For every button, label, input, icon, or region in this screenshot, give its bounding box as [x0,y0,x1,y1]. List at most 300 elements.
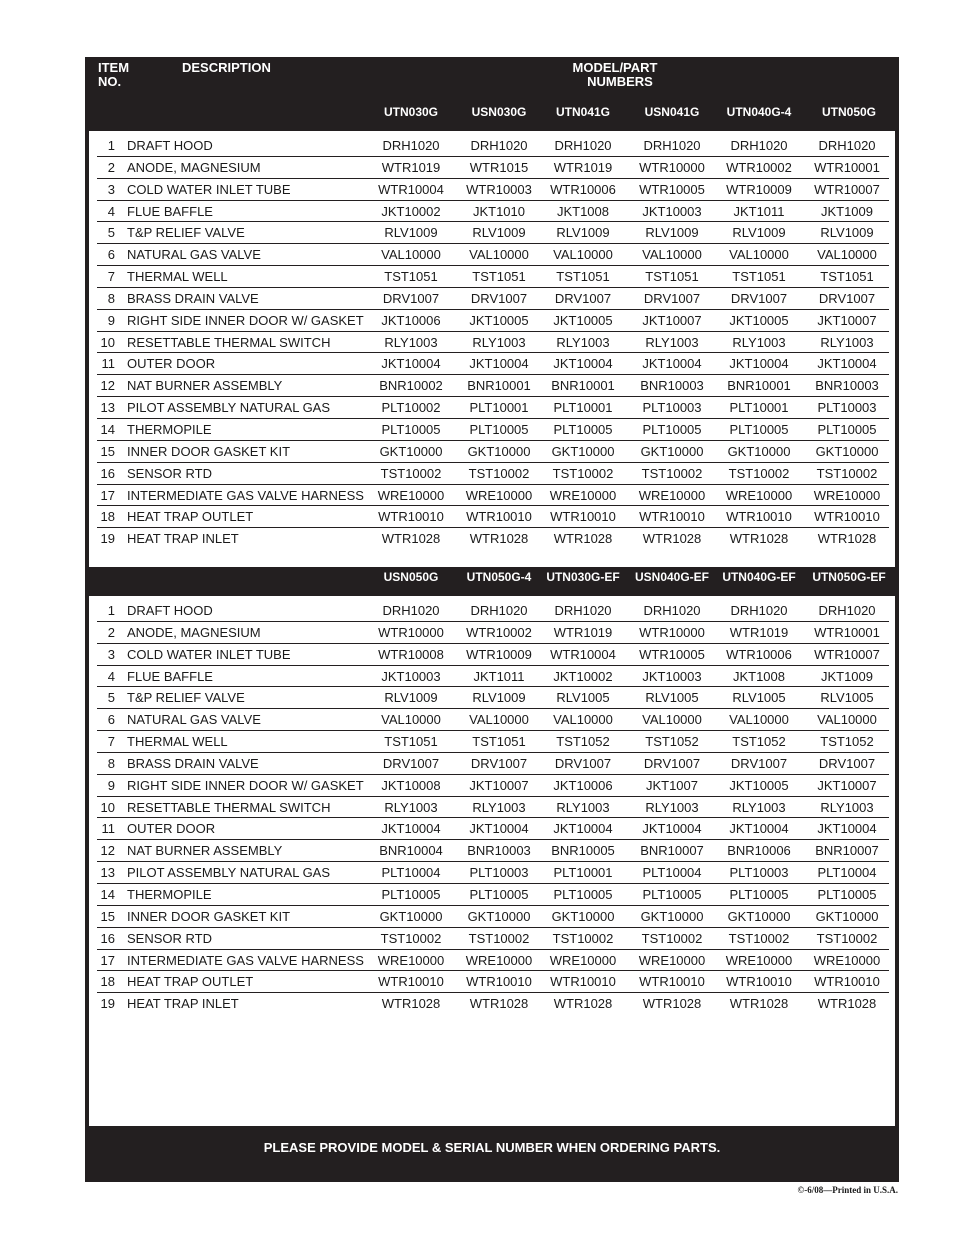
part-number: JKT1009 [820,203,874,219]
part-number: RLV1009 [384,690,438,706]
part-number: WTR10004 [378,181,444,197]
model-column-header: USN030G [471,105,527,119]
item-number: 19 [100,531,115,547]
item-number: 1 [107,138,115,153]
part-number: DRV1007 [730,755,788,771]
part-number: DRV1007 [382,290,440,306]
part-number: PLT10003 [642,400,702,416]
item-description: COLD WATER INLET TUBE [127,646,291,662]
model-column-header: UTN030G-EF [546,570,620,584]
part-number: PLT10005 [469,886,529,902]
item-description: BRASS DRAIN VALVE [127,290,259,306]
part-number: PLT10005 [381,421,441,437]
part-number: BNR10001 [727,378,791,394]
part-number: WRE10000 [813,487,881,503]
part-number: WRE10000 [638,952,706,968]
part-number: WTR10006 [550,181,616,197]
item-description: INNER DOOR GASKET KIT [127,443,291,459]
part-number: DRH1020 [730,603,788,618]
part-number: RLY1003 [384,334,438,350]
part-number: TST1051 [472,269,526,285]
table-row [97,840,889,862]
part-number: BNR10003 [640,378,704,394]
part-number: TST10002 [728,465,790,481]
item-number: 5 [107,690,115,706]
item-description: BRASS DRAIN VALVE [127,755,259,771]
part-number: JKT10004 [729,356,789,372]
item-description: ANODE, MAGNESIUM [127,159,261,175]
part-number: JKT10004 [469,821,529,837]
part-number: WTR1028 [729,996,789,1012]
part-number: TST10002 [641,465,703,481]
part-number: TST1051 [820,269,874,285]
item-number: 4 [107,668,115,684]
part-number: JKT1011 [733,203,785,219]
item-number: 11 [101,356,115,372]
part-number: WTR1028 [642,531,702,547]
part-number: WTR10002 [726,159,792,175]
item-description: INNER DOOR GASKET KIT [127,908,291,924]
part-number: JKT10004 [469,356,529,372]
part-number: VAL10000 [553,247,613,263]
part-number: WTR1019 [381,159,441,175]
part-number: JKT10006 [381,312,441,328]
part-number: JKT10005 [553,312,613,328]
item-number: 3 [107,181,115,197]
table-row [97,201,889,223]
part-number: JKT10003 [381,668,441,684]
part-number: RLY1003 [645,334,699,350]
table-row [97,731,889,753]
part-number: JKT10003 [642,203,702,219]
part-number: PLT10005 [642,886,702,902]
item-number: 8 [107,755,115,771]
item-description: DRAFT HOOD [127,138,213,153]
part-number: VAL10000 [817,712,877,728]
part-number: PLT10004 [642,865,702,881]
part-number: TST10002 [641,930,703,946]
table-row [97,950,889,972]
item-number: 2 [107,159,115,175]
item-number: 12 [100,843,115,859]
part-number: JKT10004 [553,821,613,837]
item-number: 12 [100,378,115,394]
part-number: RLY1003 [556,799,610,815]
part-number: DRV1007 [470,290,528,306]
part-number: JKT10005 [729,777,789,793]
table-row [97,266,889,288]
table-row [97,310,889,332]
part-number: GKT10000 [467,443,531,459]
part-number: TST1052 [820,734,874,750]
part-number: WTR10008 [378,646,444,662]
table-row [97,862,889,884]
part-number: JKT10004 [642,821,702,837]
part-number: DRV1007 [554,290,612,306]
part-number: DRV1007 [818,755,876,771]
part-number: TST10002 [816,465,878,481]
part-number: JKT1010 [472,203,526,219]
part-number: PLT10005 [729,421,789,437]
item-number: 9 [107,777,115,793]
item-description: RIGHT SIDE INNER DOOR W/ GASKET [127,777,364,793]
table-row [97,622,889,644]
table-row [97,797,889,819]
part-number: WTR10003 [466,181,532,197]
part-number: JKT1007 [645,777,699,793]
table-row [97,157,889,179]
item-number: 14 [100,886,115,902]
part-number: WTR10006 [726,646,792,662]
part-number: BNR10007 [815,843,879,859]
item-number: 6 [107,712,115,728]
part-number: WTR10005 [639,181,705,197]
part-number: WTR10010 [726,974,792,990]
part-number: WTR1019 [553,624,613,640]
part-number: PLT10002 [381,400,441,416]
part-number: BNR10003 [815,378,879,394]
part-number: BNR10001 [551,378,615,394]
part-number: PLT10005 [381,886,441,902]
part-number: JKT10005 [469,312,529,328]
item-number: 17 [100,487,115,503]
part-number: DRV1007 [554,755,612,771]
model-part-header-line1: MODEL/PART [572,60,658,75]
part-number: WRE10000 [725,487,793,503]
part-number: TST1051 [384,269,438,285]
item-description: SENSOR RTD [127,465,212,481]
part-number: WTR10000 [639,624,705,640]
part-number: VAL10000 [642,712,702,728]
item-description: INTERMEDIATE GAS VALVE HARNESS [127,487,364,503]
model-column-header: UTN030G [383,105,439,119]
item-number: 3 [107,646,115,662]
part-number: VAL10000 [642,247,702,263]
part-number: RLY1003 [732,799,786,815]
part-number: DRH1020 [470,138,528,153]
part-number: WTR10010 [466,509,532,525]
item-description: PILOT ASSEMBLY NATURAL GAS [127,865,331,881]
table-row [97,884,889,906]
model-column-header: UTN050G [821,105,877,119]
part-number: DRH1020 [554,138,612,153]
part-number: TST1051 [472,734,526,750]
table-row [97,666,889,688]
part-number: RLV1009 [820,225,874,241]
item-description: NATURAL GAS VALVE [127,247,261,263]
part-number: WTR1028 [553,531,613,547]
part-number: TST10002 [816,930,878,946]
part-number: VAL10000 [817,247,877,263]
item-description: T&P RELIEF VALVE [127,225,245,241]
table-row [97,288,889,310]
model-column-header: USN040G-EF [634,570,710,584]
part-number: BNR10002 [379,378,443,394]
part-number: JKT10004 [381,356,441,372]
table-row [97,179,889,201]
item-description: HEAT TRAP INLET [127,996,239,1012]
part-number: TST1051 [645,269,699,285]
item-description: SENSOR RTD [127,930,212,946]
part-number: WRE10000 [377,487,445,503]
part-number: VAL10000 [381,712,441,728]
part-number: PLT10005 [817,886,877,902]
table-row [97,709,889,731]
part-number: WTR10000 [378,624,444,640]
item-number: 13 [100,400,115,416]
part-number: RLV1009 [645,225,699,241]
table-row [97,775,889,797]
table-row [97,687,889,709]
part-number: JKT10006 [553,777,613,793]
item-description: NATURAL GAS VALVE [127,712,261,728]
part-number: VAL10000 [469,712,529,728]
model-column-header: USN041G [644,105,700,119]
item-description: THERMOPILE [127,886,212,902]
part-number: WTR10009 [726,181,792,197]
part-number: RLY1003 [472,334,526,350]
part-number: WTR10004 [550,646,616,662]
part-number: VAL10000 [553,712,613,728]
part-number: RLV1005 [645,690,699,706]
part-number: DRH1020 [554,603,612,618]
item-number: 6 [107,247,115,263]
item-description: THERMAL WELL [127,269,228,285]
item-number: 11 [101,821,115,837]
table-row [97,222,889,244]
part-number: WTR10010 [378,509,444,525]
part-number: RLV1009 [472,225,526,241]
table-row [97,928,889,950]
table-row [97,753,889,775]
part-number: TST1051 [556,269,610,285]
part-number: GKT10000 [379,443,443,459]
part-number: WTR10010 [726,509,792,525]
part-number: WRE10000 [638,487,706,503]
part-number: PLT10001 [469,400,529,416]
part-number: PLT10005 [729,886,789,902]
part-number: BNR10003 [467,843,531,859]
item-description: RIGHT SIDE INNER DOOR W/ GASKET [127,312,364,328]
item-no-header-line1: ITEM [98,60,130,75]
part-number: WTR1028 [553,996,613,1012]
part-number: BNR10001 [467,378,531,394]
part-number: WTR10010 [814,509,880,525]
part-number: JKT10007 [642,312,702,328]
item-description: THERMOPILE [127,421,212,437]
part-number: WTR10010 [639,509,705,525]
part-number: WTR1015 [469,159,529,175]
part-number: GKT10000 [815,908,879,924]
item-description: HEAT TRAP OUTLET [127,509,254,525]
part-number: TST10002 [380,930,442,946]
table-row [97,375,889,397]
part-number: DRH1020 [818,603,876,618]
item-description: RESETTABLE THERMAL SWITCH [127,799,331,815]
part-number: WTR10010 [639,974,705,990]
part-number: DRH1020 [382,603,440,618]
part-number: JKT10004 [817,356,877,372]
part-number: JKT10004 [381,821,441,837]
table-row [97,818,889,840]
item-number: 18 [100,509,115,525]
part-number: TST1051 [732,269,786,285]
item-description: FLUE BAFFLE [127,203,213,219]
part-number: RLV1009 [472,690,526,706]
part-number: GKT10000 [640,443,704,459]
part-number: JKT10008 [381,777,441,793]
table-row [97,600,889,622]
table-row [97,244,889,266]
part-number: WTR1028 [817,996,877,1012]
item-number: 4 [107,203,115,219]
table-row [97,506,889,528]
part-number: DRH1020 [818,138,876,153]
item-description: ANODE, MAGNESIUM [127,624,261,640]
item-number: 10 [100,799,115,815]
part-number: WTR10000 [639,159,705,175]
part-number: DRV1007 [382,755,440,771]
part-number: JKT10004 [642,356,702,372]
item-number: 16 [100,930,115,946]
part-number: RLY1003 [820,799,874,815]
model-band-1 [89,102,895,131]
part-number: JKT1008 [556,203,610,219]
table-row [97,971,889,993]
item-description: COLD WATER INLET TUBE [127,181,291,197]
part-number: PLT10005 [553,886,613,902]
part-number: GKT10000 [467,908,531,924]
part-number: TST1051 [384,734,438,750]
item-number: 8 [107,290,115,306]
item-description: T&P RELIEF VALVE [127,690,245,706]
part-number: PLT10003 [729,865,789,881]
item-description: NAT BURNER ASSEMBLY [127,843,283,859]
description-header: DESCRIPTION [182,60,271,75]
part-number: RLY1003 [820,334,874,350]
part-number: TST1052 [645,734,699,750]
part-number: PLT10001 [553,865,613,881]
parts-table-2 [97,600,889,1015]
part-number: BNR10007 [640,843,704,859]
part-number: DRH1020 [382,138,440,153]
part-number: RLV1005 [820,690,874,706]
part-number: JKT10002 [553,668,613,684]
table-row [97,906,889,928]
part-number: PLT10003 [469,865,529,881]
item-description: OUTER DOOR [127,356,216,372]
item-no-header-line2: NO. [98,74,122,89]
part-number: WTR10001 [814,159,880,175]
part-number: DRH1020 [470,603,528,618]
table-row [97,644,889,666]
part-number: JKT10007 [817,312,877,328]
part-number: BNR10004 [379,843,443,859]
table-row [97,332,889,354]
part-number: WRE10000 [549,952,617,968]
item-number: 7 [107,269,115,285]
part-number: WTR10009 [466,646,532,662]
item-number: 18 [100,974,115,990]
part-number: JKT10004 [817,821,877,837]
parts-table-1 [97,135,889,550]
part-number: PLT10001 [553,400,613,416]
part-number: PLT10003 [817,400,877,416]
part-number: WTR10010 [378,974,444,990]
model-part-header-line2: NUMBERS [587,74,653,89]
part-number: WRE10000 [377,952,445,968]
item-number: 17 [100,952,115,968]
item-number: 2 [107,624,115,640]
part-number: WTR10007 [814,646,880,662]
part-number: WTR10010 [466,974,532,990]
part-number: RLV1009 [732,225,786,241]
part-number: WRE10000 [813,952,881,968]
ordering-notice: PLEASE PROVIDE MODEL & SERIAL NUMBER WHEN ORDERING PARTS. [263,1140,721,1155]
item-description: NAT BURNER ASSEMBLY [127,378,283,394]
part-number: RLV1009 [556,225,610,241]
item-description: THERMAL WELL [127,734,228,750]
part-number: DRV1007 [730,290,788,306]
table-row [97,993,889,1015]
part-number: WTR10010 [814,974,880,990]
item-description: PILOT ASSEMBLY NATURAL GAS [127,400,331,416]
part-number: BNR10005 [551,843,615,859]
part-number: WTR1019 [553,159,613,175]
item-number: 16 [100,465,115,481]
part-number: JKT10003 [642,668,702,684]
part-number: WRE10000 [549,487,617,503]
part-number: RLV1005 [732,690,786,706]
part-number: TST1052 [556,734,610,750]
part-number: PLT10001 [729,400,789,416]
part-number: GKT10000 [551,443,615,459]
item-description: HEAT TRAP OUTLET [127,974,254,990]
part-number: GKT10000 [815,443,879,459]
part-number: WTR1019 [729,624,789,640]
table-row [97,441,889,463]
table-row [97,463,889,485]
part-number: RLY1003 [732,334,786,350]
table-row [97,485,889,507]
model-column-header: UTN050G-EF [812,570,886,584]
part-number: GKT10000 [379,908,443,924]
part-number: JKT10007 [817,777,877,793]
part-number: DRV1007 [643,755,701,771]
part-number: TST10002 [468,930,530,946]
part-number: PLT10005 [642,421,702,437]
model-column-header: UTN040G-EF [722,570,796,584]
table-row [97,135,889,157]
part-number: RLV1009 [384,225,438,241]
item-number: 5 [107,225,115,241]
part-number: JKT10004 [553,356,613,372]
part-number: WTR10002 [466,624,532,640]
item-number: 7 [107,734,115,750]
part-number: DRV1007 [470,755,528,771]
part-number: PLT10004 [381,865,441,881]
model-band-2 [89,567,895,596]
part-number: WTR10005 [639,646,705,662]
part-number: BNR10006 [727,843,791,859]
part-number: WTR10007 [814,181,880,197]
item-description: OUTER DOOR [127,821,216,837]
part-number: JKT1009 [820,668,874,684]
item-number: 10 [100,334,115,350]
part-number: PLT10005 [469,421,529,437]
part-number: DRV1007 [643,290,701,306]
table-row [97,353,889,375]
